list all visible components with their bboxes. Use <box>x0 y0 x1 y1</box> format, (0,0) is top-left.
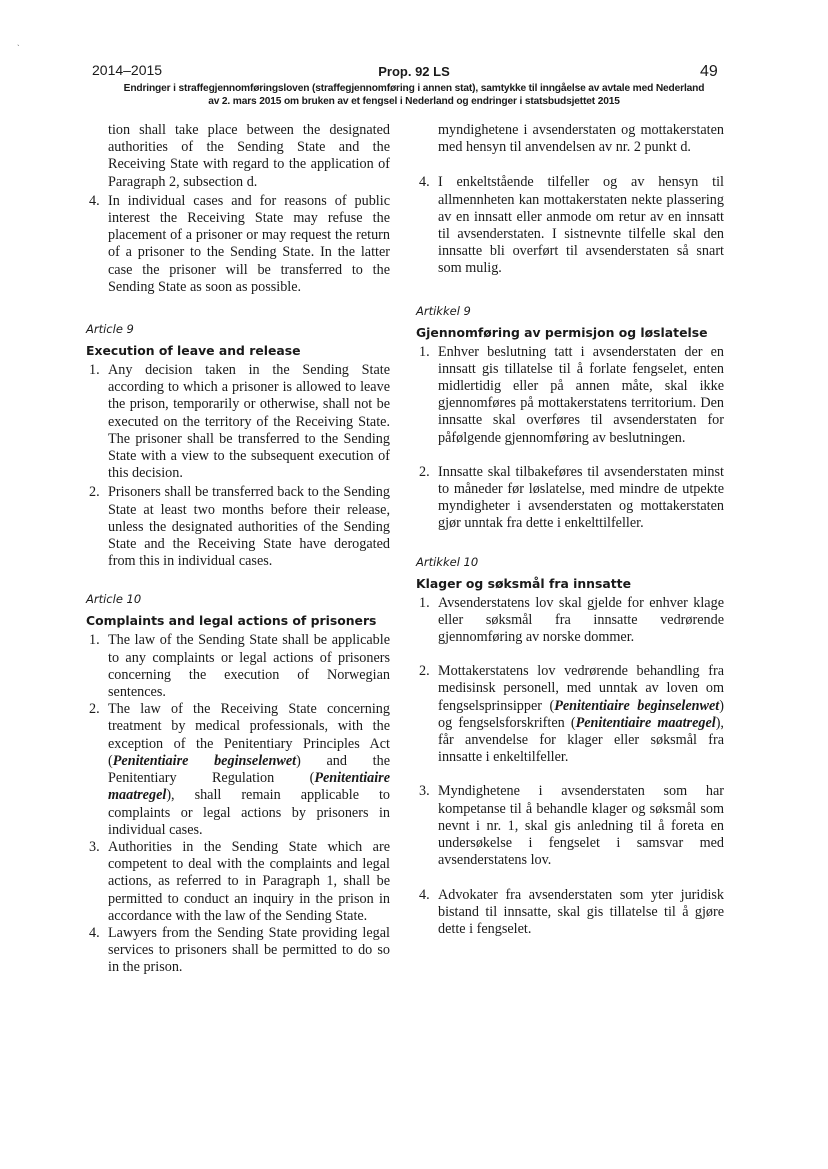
artikkel-10-item-1 <box>416 595 724 647</box>
article-8-continuation: tion shall take place between the designated authorities of the Sending State and the Receiving State with regard to the application of Paragraph 2, subsection d. <box>108 122 390 190</box>
article-9-label: Article 9 <box>86 322 134 337</box>
item-italic-term: Penitentiaire maatregel <box>108 770 390 804</box>
item-text: Mottakerstatens lov vedrørende behandling fra medisinsk personell, med unntak av loven om fengselsprinsipper ( <box>438 663 724 714</box>
item-number: 4. <box>89 924 100 941</box>
item-text: Advokater fra avsenderstaten som yter juridisk bistand til innsatte, skal gis tillatelse til å gjøre dette i fengselet. <box>438 886 724 937</box>
item-text: ), shall remain applicable to complaints or legal actions by prisoners in individual cases. <box>108 787 390 838</box>
item-italic-term: Penitentiaire beginselenwet <box>554 697 720 714</box>
header-subtitle <box>0 82 828 108</box>
item-text: ), får anvendelse for klager eller søksmål fra innsatte i enkeltilfeller. <box>438 714 724 766</box>
artikkel-10-item-3 <box>416 783 724 869</box>
header-subtitle-line-2: av 2. mars 2015 om bruken av et fengsel i Nederland og endringer i statsbudsjettet 2015 <box>208 96 620 107</box>
article-10-item-1 <box>86 632 390 701</box>
item-number: 1. <box>419 594 430 611</box>
item-number: 3. <box>419 783 430 800</box>
article-9-item-2 <box>86 484 390 570</box>
item-text: In individual cases and for reasons of public interest the Receiving State may refuse the placement of a prisoner or may request the return of a prisoner to the Sending State. In the latter case the prisoner will be transferred to the Sending State as soon as possible. <box>108 192 390 295</box>
item-number: 1. <box>89 362 100 379</box>
item-italic-term: Penitentiaire beginselenwet <box>112 752 297 769</box>
item-number: 4. <box>89 192 100 209</box>
article-10-item-2 <box>86 701 390 839</box>
item-text: ) og fengselsforskriften ( <box>438 697 724 731</box>
item-text: ) and the Penitentiary Regulation ( <box>108 752 390 787</box>
header-prop-number: Prop. 92 LS <box>378 64 450 79</box>
item-text: Lawyers from the Sending State providing legal services to prisoners shall be permitted to do so in the prison. <box>108 924 390 976</box>
item-text: Innsatte skal tilbakeføres til avsenderstaten minst to måneder før løslatelse, med mindre de utpekte myndigheter i avsenderstaten og mottakerstaten gjør unntak fra dette i enkelttilfeller. <box>438 463 724 532</box>
item-number: 4. <box>419 886 430 903</box>
artikkel-9-item-1 <box>416 344 724 447</box>
header-year: 2014–2015 <box>92 62 163 78</box>
article-10-title: Complaints and legal actions of prisoners <box>86 613 377 629</box>
item-number: 4. <box>419 174 430 191</box>
item-text: The law of the Sending State shall be applicable to any complaints or legal actions of prisoners concerning the execution of Norwegian sentences. <box>108 632 390 701</box>
item-number: 1. <box>419 343 430 360</box>
item-number: 2. <box>419 463 430 480</box>
artikkel-9-title: Gjennomføring av permisjon og løslatelse <box>416 324 708 340</box>
artikkel-9-item-2 <box>416 464 724 533</box>
item-text: Myndighetene i avsenderstaten som har kompetanse til å behandle klager og søksmål som nevnt i nr. 1, skal gis anledning til å foreta en undersøkelse i fengselet i samsvar med avsenderstatens lov. <box>438 783 724 869</box>
item-number: 1. <box>89 632 100 649</box>
item-text: The law of the Receiving State concerning treatment by medical professionals, with the exception of the Penitentiary Principles Act ( <box>108 701 390 769</box>
norwegian-column <box>416 122 724 938</box>
item-text: Any decision taken in the Sending State according to which a prisoner is allowed to leave the prison, temporarily or otherwise, shall not be executed on the territory of the Receiving State. The prisoner shall be transferred to the Sending State with a view to the subsequent execution of this decision. <box>108 362 390 482</box>
article-8-item-4 <box>86 193 390 296</box>
scan-speck: ` <box>17 44 20 53</box>
item-text: Avsenderstatens lov skal gjelde for enhver klage eller søksmål fra innsatte vedrørende gjennomføring av norske dommer. <box>438 594 724 646</box>
page-number: 49 <box>700 63 718 80</box>
item-number: 3. <box>89 838 100 855</box>
artikkel-10-item-4 <box>416 887 724 939</box>
artikkel-9-label: Artikkel 9 <box>416 303 471 318</box>
article-9-title: Execution of leave and release <box>86 343 301 359</box>
article-10-item-3 <box>86 839 390 925</box>
article-9-item-1 <box>86 362 390 482</box>
header-subtitle-line-1: Endringer i straffegjennomføringsloven (straffegjennomføring i annen stat), samtykke til inngåelse av avtale med Nederland <box>123 83 705 94</box>
item-text: Prisoners shall be transferred back to the Sending State at least two months before their release, unless the designated authorities of the Sending State and the Receiving State have derogated from this in individual cases. <box>108 484 390 570</box>
english-column <box>86 122 390 977</box>
item-number: 2. <box>89 701 100 718</box>
article-10-label: Article 10 <box>86 592 142 607</box>
artikkel-10-title: Klager og søksmål fra innsatte <box>416 575 631 591</box>
item-text: Enhver beslutning tatt i avsenderstaten der en innsatt gis tillatelse til å forlate fengselet, enten midlertidig eller på annen måte, skal ikke gjennomføres på mottakerstatens territorium. Den innsatte skal overføres til avsenderstaten for påfølgende gjennomføring av beslutningen. <box>438 343 724 446</box>
item-italic-term: Penitentiaire maatregel <box>575 714 716 731</box>
item-text: Authorities in the Sending State which are competent to deal with the complaints and legal actions, as referred to in Paragraph 1, shall be permitted to conduct an inquiry in the prison in accordance with the law of the Sending State. <box>108 838 390 924</box>
article-10-item-4 <box>86 925 390 977</box>
item-text: I enkeltstående tilfeller og av hensyn til allmennheten kan mottakerstaten nekte plassering av en innsatt eller anmode om retur av en innsatt til avsenderstaten. I sistnevnte tilfelle skal den innsatte bli overført til avsenderstaten så snart som mulig. <box>438 174 724 277</box>
item-number: 2. <box>89 484 100 501</box>
artikkel-8-continuation: myndighetene i avsenderstaten og mottakerstaten med hensyn til anvendelsen av nr. 2 punkt d. <box>438 122 724 156</box>
artikkel-10-item-2 <box>416 663 724 766</box>
item-number: 2. <box>419 663 430 680</box>
artikkel-8-item-4 <box>416 174 724 277</box>
artikkel-10-label: Artikkel 10 <box>416 554 479 569</box>
